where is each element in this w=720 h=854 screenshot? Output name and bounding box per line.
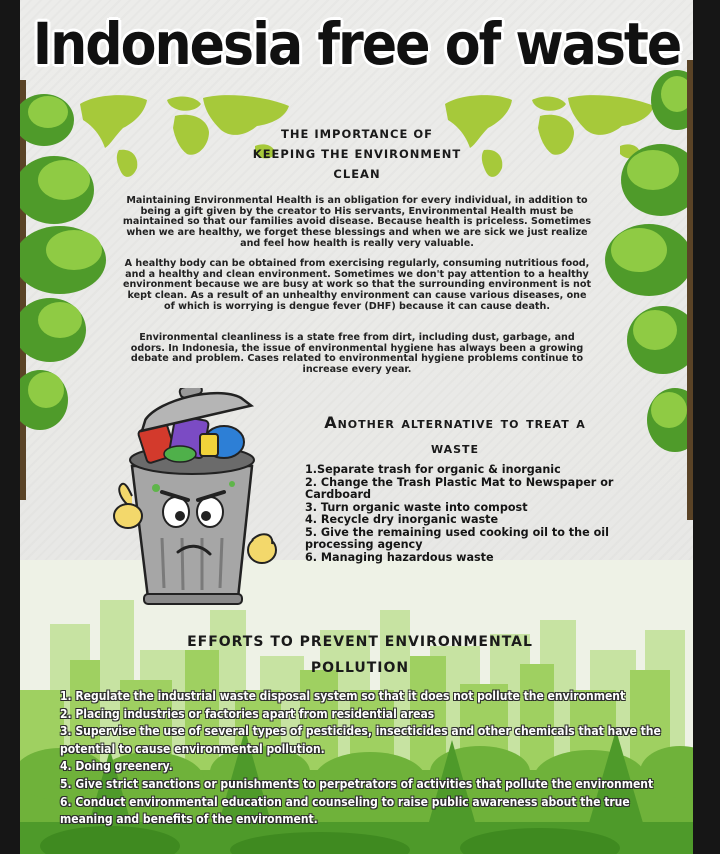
alternative-heading: Another alternative to treat a waste: [324, 413, 586, 457]
importance-paragraph-3: Environmental cleanliness is a state free from dirt, including dust, garbage, and odors. In Indonesia, the issue of environmental hygiene has always been a growing debate and problem. Cases related to environmental hygiene problems continue to increase every year.: [130, 332, 584, 376]
list-item: 4. Doing greenery.: [60, 759, 173, 774]
efforts-list: [60, 688, 670, 829]
list-item: 5. Give the remaining used cooking oil to the oil processing agency: [305, 525, 609, 551]
poster: [20, 0, 693, 854]
trash-can-character-illustration: [92, 388, 292, 610]
poster-title: Indonesia free of waste: [32, 10, 681, 78]
importance-heading: THE IMPORTANCE OF KEEPING THE ENVIRONMENT CLEAN: [252, 127, 462, 181]
list-item: 4. Recycle dry inorganic waste: [305, 513, 499, 526]
right-tree-foliage-illustration: [605, 60, 693, 520]
efforts-heading: EFFORTS TO PREVENT ENVIRONMENTAL POLLUTION: [187, 634, 533, 676]
list-item: 5. Give strict sanctions or punishments to perpetrators of activities that pollute the environment: [60, 776, 654, 791]
list-item: 2. Change the Trash Plastic Mat to Newspaper or Cardboard: [305, 475, 614, 501]
list-item: 6. Managing hazardous waste: [305, 550, 494, 564]
importance-paragraph-2: A healthy body can be obtained from exercising regularly, consuming nutritious food, and a healthy and clean environment. Sometimes we don't pay attention to a healthy environment because we are busy at work so that the surrounding environment is not kept clean. As a result of an unhealthy environment can cause various diseases, one of which is worrying is dengue fever (DHF) because it can cause death.: [122, 258, 592, 312]
alternative-list: [305, 464, 645, 564]
list-item: 3. Turn organic waste into compost: [305, 500, 528, 514]
list-item: 1. Regulate the industrial waste disposal system so that it does not pollute the environment: [60, 689, 626, 703]
list-item: 3. Supervise the use of several types of pesticides, insecticides and other chemicals that have the potential to cause environmental pollution.: [60, 724, 661, 756]
list-item: 1.Separate trash for organic & inorganic: [305, 463, 561, 476]
list-item: 2. Placing industries or factories apart from residential areas: [60, 706, 435, 721]
importance-paragraph-1: Maintaining Environmental Health is an obligation for every individual, in addition to being a gift given by the creator to His servants, Environmental Health must be maintained so that our families avoid disease. Because health is priceless. Sometimes when we are healthy, we forget these blessings and when we are sick we just realize and feel how health is really very valuable.: [122, 195, 592, 249]
list-item: 6. Conduct environmental education and counseling to raise public awareness about the true meaning and benefits of the environment.: [60, 794, 630, 827]
